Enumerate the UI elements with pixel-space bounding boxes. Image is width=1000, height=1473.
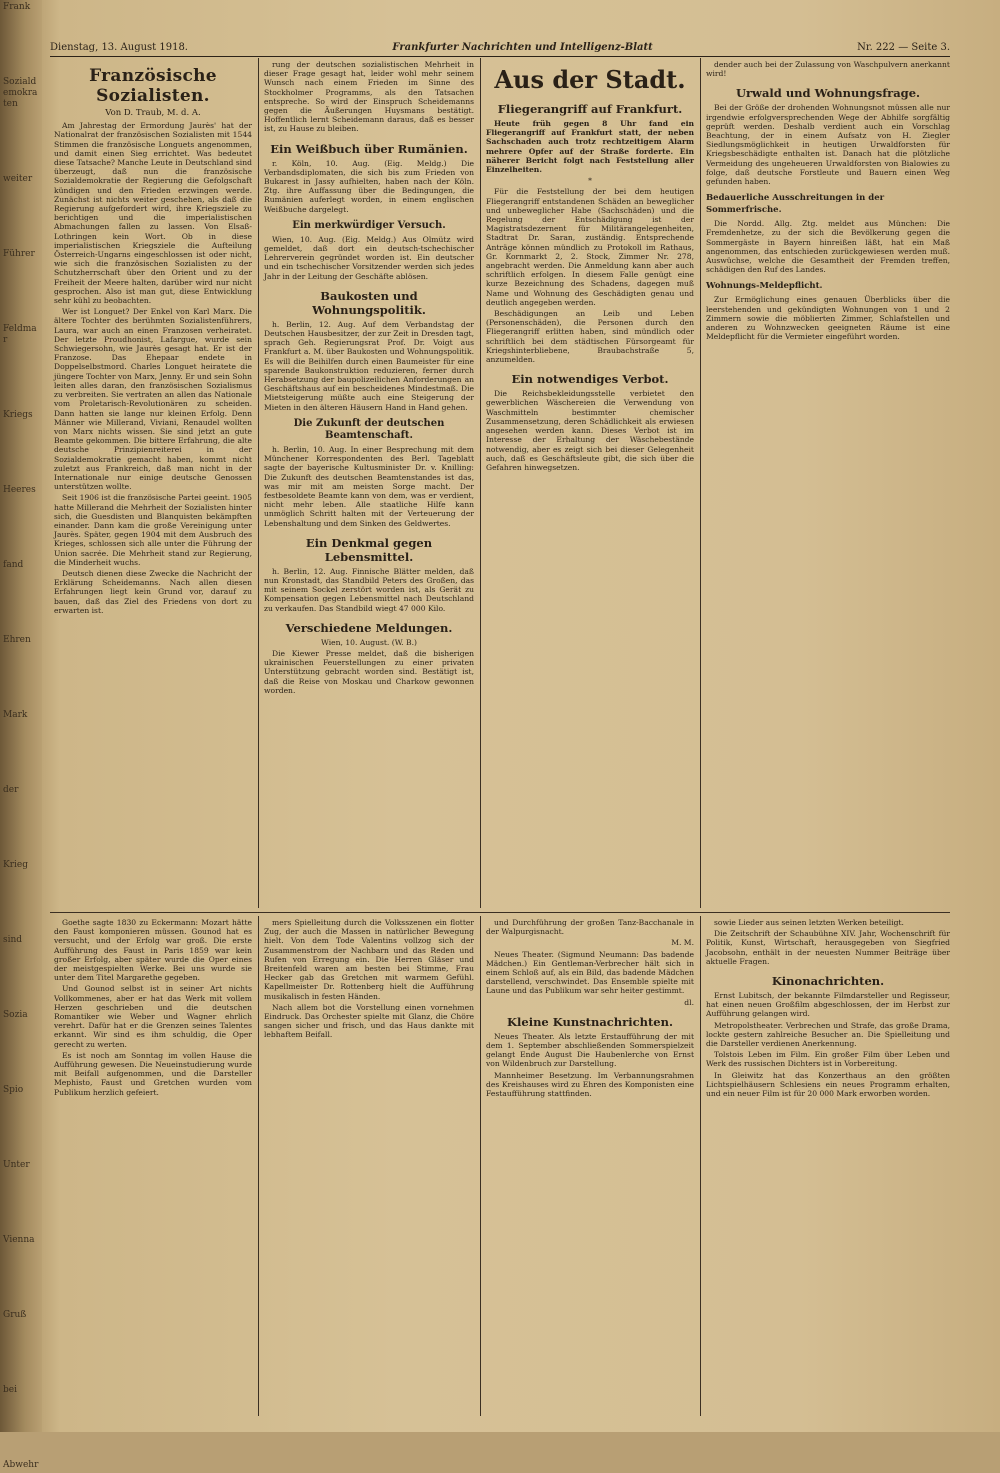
bottom-column-4: [706, 918, 950, 1408]
bottom-column-3: [486, 918, 694, 1408]
column-3: [486, 60, 694, 906]
bottom-column-2: [264, 918, 474, 1408]
section-title: Ein notwendiges Verbot.: [511, 372, 669, 387]
spine-fragment: Frank: [3, 2, 31, 12]
page-header: [50, 38, 950, 57]
article-paragraph: Zur Ermöglichung eines genauen Überblicks über die leerstehenden und gekündigten Wohnungen von 1 und 2 Zimmern sowie die möblierten Zimmer, Schlafstellen und anderen zu Wohnzwecken geeigneten Räume ist eine Meldepflicht für die Vermieter eingeführt worden.: [706, 295, 950, 342]
spine-fragment: Führer: [3, 249, 35, 259]
article-byline: Von D. Traub, M. d. A.: [105, 108, 201, 118]
article-paragraph: Die Nordd. Allg. Ztg. meldet aus München: Die Fremdenhetze, zu der sich die Bevölkerung gegen die Sommergäste in Bayern hinreißen läßt, hat ein Maß angenommen, das entschieden zurückgewiesen werden muß. Auswüchse, welche die Gesamtheit der Fremden treffen, schädigen den Ruf des Landes.: [706, 219, 950, 275]
spine-fragment: Sozia: [3, 1010, 28, 1020]
spine-fragment: Unter: [3, 1160, 30, 1170]
section-title: Ein Denkmal gegen Lebensmittel.: [305, 535, 433, 564]
article-paragraph: h. Berlin, 12. Aug. Auf dem Verbandstag der Deutschen Hausbesitzer, der zur Zeit in Dresden tagt, sprach Geh. Regierungsrat Prof. Dr. Voigt aus Frankfurt a. M. über Baukosten und Wohnungspolitik. Es will die Beihilfen durch einen Baumeister für eine sparende Baukonstruktion reduzieren, ferner durch Herabsetzung der baupolizeilichen Anforderungen an Geschäftshaus auf ein bescheidenes Mindestmaß. Die Mietsteigerung müßte auch eine Steigerung der Mieten in den älteren Häusern Hand in Hand gehen.: [264, 319, 474, 412]
dateline: Wien, 10. August. (W. B.): [321, 637, 417, 647]
column-rule: [700, 916, 701, 1416]
spine-fragment: Sozialdemokraten: [3, 77, 38, 109]
article-paragraph: Neues Theater. (Sigmund Neumann: Das badende Mädchen.) Ein Gentleman-Verbrecher hält sich in einem Schloß auf, als ein Bild, das badende Mädchen darstellend, verschwindet. Das Ensemble spielte mit Laune und das Publikum war sehr heiter gestimmt.: [486, 949, 694, 996]
article-title: Fliegerangriff auf Frankfurt.: [497, 102, 683, 116]
column-rule: [480, 58, 481, 908]
spine-fragment: sind: [3, 935, 23, 945]
article-paragraph: Für die Feststellung der bei dem heutigen Fliegerangriff entstandenen Schäden an beweglicher und unbeweglicher Habe (Sachschäden) und die Regelung der Entschädigung ist der Magistratsdezernent für Militärangelegenheiten, Stadtrat Dr. Saran, zuständig. Entsprechende Anträge können mündlich zu Protokoll im Rathaus, Gr. Kornmarkt 2, 2. Stock, Zimmer Nr. 278, angebracht werden. Die Anmeldung kann aber auch schriftlich erfolgen. In diesem Falle genügt eine kurze Bezeichnung des Schadens, dagegen muß Name und Wohnung des Geschädigten genau und deutlich angegeben werden.: [486, 187, 694, 307]
column-rule: [480, 916, 481, 1416]
article-paragraph: Bei der Größe der drohenden Wohnungsnot müssen alle nur irgendwie erfolgversprechenden Wege der Abhilfe sorgfältig geprüft werden. Deshalb verdient auch ein Vorschlag Beachtung, der in einem Aufsatz von H. Ziegler Siedlungsmöglichkeit in heutigen Urwaldforsten für Kriegsbeschädigte enthalten ist. Danach hat die plötzliche Vermeidung des ungeheueren Urwaldforsten von Bialowies zu folge, daß deutsche Forstleute und Bauern einen Weg gefunden haben.: [706, 103, 950, 187]
spine-fragment: Abwehr: [3, 1460, 39, 1470]
spine-fragment: Spio: [3, 1085, 24, 1095]
section-title: Baukosten und Wohnungspolitik.: [312, 288, 426, 317]
article-paragraph: Seit 1906 ist die französische Partei geeint. 1905 hatte Millerand die Mehrheit der Sozialisten hinter sich, die Guesdisten und Blanquisten bekämpften einander. Dann kam die große Vereinigung unter Jaurès. Später, gegen 1904 mit dem Ausbruch des Krieges, schlossen sich alle unter die Führung der Union sacrée. Die Mehrheit stand zur Regierung, die Minderheit wuchs.: [54, 493, 252, 567]
spine-fragment: weiter: [3, 174, 33, 184]
article-paragraph: Und Gounod selbst ist in seiner Art nichts Vollkommenes, aber er hat das Werk mit vollem Herzen geschrieben und die deutschen Romantiker wie Weber und Wagner ehrlich verehrt. Dafür hat er die Grenzen seines Talentes erkannt. Wir sind es ihm schuldig, die Oper gerecht zu werten.: [54, 984, 252, 1049]
section-title: Wohnungs-Meldepflicht.: [706, 281, 823, 292]
spine-fragment: Gruß: [3, 1310, 27, 1320]
article-paragraph: Goethe sagte 1830 zu Eckermann: Mozart hätte den Faust komponieren müssen. Gounod hat es versucht, und der Erfolg war groß. Die erste Aufführung des Faust in Paris 1859 war kein großer Erfolg, aber später wurde die Oper eines der meistgespielten Werke. Bei uns wurde sie unter dem Titel Margarethe gegeben.: [54, 918, 252, 983]
spine-fragment: Krieg: [3, 860, 28, 870]
section-rule: [50, 912, 950, 913]
section-title: Verschiedene Meldungen.: [285, 620, 453, 635]
article-paragraph: Die Kiewer Presse meldet, daß die bisherigen ukrainischen Feuerstellungen zu einer privaten Unterstützung gebracht worden sind. Bestätigt ist, daß die Reise von Moskau und Charkow gewonnen worden.: [264, 648, 474, 695]
article-paragraph: In Gleiwitz hat das Konzerthaus an den größten Lichtspielhäusern Schlesiens ein neues Programm erhalten, und ein neuer Film ist für 20 000 Mark erworben worden.: [706, 1070, 950, 1099]
article-paragraph: sowie Lieder aus seinen letzten Werken beteiligt.: [714, 918, 904, 927]
article-paragraph: Die Reichsbekleidungsstelle verbietet den gewerblichen Wäschereien die Verwendung von Waschmitteln bestimmter chemischer Zusammensetzung, deren Schädlichkeit als erwiesen angesehen werden kann. Dieses Verbot ist im Interesse der Erhaltung der Wäschebestände notwendig, aber es zeigt sich bei dieser Gelegenheit auch, daß es Geschäftsleute gibt, die sich über die Gefahren hinwegsetzen.: [486, 389, 694, 472]
spine-fragment: Feldmar: [3, 324, 37, 345]
article-paragraph: Neues Theater. Als letzte Erstaufführung der mit dem 1. September abschließenden Sommerspielzeit gelangt Ende August Die Haubenlerche von Ernst von Wildenbruch zur Darstellung.: [486, 1031, 694, 1069]
section-title: Ein merkwürdiger Versuch.: [292, 219, 446, 231]
previous-page-edge: [0, 0, 42, 1470]
article-title: Französische Sozialisten.: [89, 66, 217, 106]
section-title: Kinonachrichten.: [771, 974, 885, 989]
separator-star-icon: *: [588, 176, 592, 186]
spine-fragment: Kriegs: [3, 410, 33, 420]
column-2: [264, 60, 474, 906]
article-paragraph: Mannheimer Besetzung. Im Verbannungsrahmen des Kreishauses wird zu Ehren des Komponisten eine Festaufführung stattfinden.: [486, 1070, 694, 1099]
article-paragraph: Wer ist Longuet? Der Enkel von Karl Marx. Die ältere Tochter des berühmten Sozialistenführers, Laura, war auch an einen Franzosen verheiratet. Der letzte Proudhonist, Lafargue, wurde sein Schwiegersohn, wie Jaurès gesagt hat. Er ist der Franzose. Das Ehepaar endete in Doppelselbstmord. Charles Longuet heiratete die jüngere Tochter von Marx, Jenny. Er und sein Sohn leiten alles daran, den französischen Sozialismus zu verbreiten. Sie vertraten an allen das Nationale vom Proletarisch-Revolutionären zu scheiden. Dann hatten sie lange nur kleinen Erfolg. Denn Männer wie Millerand, Viviani, Renaudel wollten von Marx nichts wissen. Sie sind jetzt an gute Beamte gekommen. Die bittere Erfahrung, die alte deutsche Prinzipienreiterei in der Sozialdemokratie gemacht haben, kommt nicht zuletzt aus Frankreich, daß man nicht in der Internationale nur einige deutsche Genossen unterstützen wollte.: [54, 307, 252, 492]
header-date: Dienstag, 13. August 1918.: [50, 41, 188, 53]
section-title: Bedauerliche Ausschreitungen in der Sommerfrische.: [706, 193, 885, 216]
article-paragraph: rung der deutschen sozialistischen Mehrheit in dieser Frage gesagt hat, leider wohl mehr seinem Wunsch nach einem Frieden im Sinne des Stockholmer Programms, als den Tatsachen entspreche. So wird der Einspruch Scheidemanns gegen die Äußerungen Huysmans bestätigt. Hoffentlich lernt Scheidemann daraus, daß es besser ist, zu Hause zu bleiben.: [264, 60, 474, 134]
spine-fragment: fand: [3, 560, 24, 570]
section-title: Kleine Kunstnachrichten.: [507, 1014, 673, 1029]
article-paragraph: Ernst Lubitsch, der bekannte Filmdarsteller und Regisseur, hat einen neuen Großfilm abgeschlossen, der im Herbst zur Aufführung gelangen wird.: [706, 991, 950, 1019]
article-paragraph: Metropolstheater. Verbrechen und Strafe, das große Drama, lockte gestern zahlreiche Besucher an. Die Spielleitung und die Darsteller verdienen Anerkennung.: [706, 1020, 950, 1049]
article-paragraph: Nach allem bot die Vorstellung einen vornehmen Eindruck. Das Orchester spielte mit Glanz, die Chöre sangen sicher und frisch, und das Haus dankte mit lebhaftem Beifall.: [264, 1002, 474, 1040]
column-4: [706, 60, 950, 906]
section-title: Ein Weißbuch über Rumänien.: [270, 141, 468, 156]
spine-fragment: Ehren: [3, 635, 31, 645]
article-paragraph: und Durchführung der großen Tanz-Bacchanale in der Walpurgisnacht.: [486, 918, 694, 937]
section-title: Urwald und Wohnungsfrage.: [735, 86, 921, 101]
section-headline: Aus der Stadt.: [494, 65, 686, 94]
article-lead: Heute früh gegen 8 Uhr fand ein Fliegerangriff auf Frankfurt statt, der neben Sachschaden auch trotz rechtzeitigem Alarm mehrere Opfer auf der Straße forderte. Ein näherer Bericht folgt nach Feststellung aller Einzelheiten.: [486, 119, 694, 175]
column-1: [54, 60, 252, 906]
article-paragraph: Deutsch dienen diese Zwecke die Nachricht der Erklärung Scheidemanns. Nach allen diesen Erfahrungen liegt kein Grund vor, darauf zu bauen, daß das Ziel des Friedens von dort zu erwarten ist.: [54, 568, 252, 615]
signature: dl.: [684, 997, 694, 1007]
section-title: Die Zukunft der deutschen Beamtenschaft.: [293, 417, 445, 441]
spine-fragment: der: [3, 785, 19, 795]
article-paragraph: Wien, 10. Aug. (Eig. Meldg.) Aus Olmütz wird gemeldet, daß dort ein deutsch-tschechischer Lehrerverein gegründet worden ist. Ein deutscher und ein tschechischer Vorsitzender werden sich jedes Jahr in der Leitung der Geschäfte ablösen.: [264, 234, 474, 281]
column-rule: [700, 58, 701, 908]
article-paragraph: h. Berlin, 12. Aug. Finnische Blätter melden, daß nun Kronstadt, das Standbild Peters des Großen, das mit seinem Sockel zerstört worden ist, als Gerät zu Kompensation gegen Lebensmittel nach Deutschland zu verkaufen. Das Standbild wiegt 47 000 Kilo.: [264, 566, 474, 613]
spine-fragment: bei: [3, 1385, 17, 1395]
column-rule: [258, 916, 259, 1416]
article-paragraph: h. Berlin, 10. Aug. In einer Besprechung mit dem Münchener Korrespondenten des Berl. Tageblatt sagte der bayerische Kultusminister Dr. v. Knilling: Die Zukunft des deutschen Beamtenstandes ist das, was mir mit am meisten Sorge macht. Der festbesoldete Beamte kann von dem, was er verdient, nicht mehr leben. Alle staatliche Hilfe kann unmöglich Schritt halten mit der Verteuerung der Lebenshaltung und dem Sinken des Geldwertes.: [264, 444, 474, 528]
spine-fragment: Heeres: [3, 485, 36, 495]
article-paragraph: Beschädigungen an Leib und Leben (Personenschäden), die Personen durch den Fliegerangriff erlitten haben, sind mündlich oder schriftlich bei dem städtischen Fürsorgeamt für Kriegshinterbliebene, Braubachstraße 5, anzumelden.: [486, 309, 694, 365]
article-paragraph: Es ist noch am Sonntag im vollen Hause die Aufführung gewesen. Die Neueinstudierung wurde mit Beifall aufgenommen, und die Darsteller Mephisto, Faust und Gretchen wurden vom Publikum herzlich gefeiert.: [54, 1050, 252, 1097]
signature: M. M.: [671, 938, 694, 948]
header-page-number: Nr. 222 — Seite 3.: [857, 41, 950, 53]
column-rule: [258, 58, 259, 908]
article-paragraph: Am Jahrestag der Ermordung Jaurès' hat der Nationalrat der französischen Sozialisten mit 1544 Stimmen die französische Longuets angenommen, und damit einen Sieg errichtet. Was bedeutet diese Tatsache? Manche Leute in Deutschland sind überzeugt, daß nun die französische Sozialdemokratie der Regierung die Gefolgschaft kündigen und den Frieden erzwingen werde. Zunächst ist nichts weiter geschehen, als daß die Regierung aufgefordert wird, ihre Kriegsziele zu berichtigen und die imperialistischen Abmachungen fallen zu lassen. Von Elsaß-Lothringen kein Wort. Ob in diese imperialistischen Kriegsziele die Aufteilung Österreich-Ungarns eingeschlossen ist oder nicht, wie sich die französischen Sozialisten zu der Schutzherrschaft über den Orient und zu der Freiheit der Meere halten, darüber wird nur nicht gesprochen. Also ist man gut, diese Entwicklung sehr kühl zu beobachten.: [54, 121, 252, 306]
article-paragraph: Die Zeitschrift der Schaubühne XIV. Jahr, Wochenschrift für Politik, Kunst, Wirtschaft, herausgegeben von Siegfried Jacobsohn, enthält in der neuesten Nummer Beiträge über aktuelle Fragen.: [706, 929, 950, 966]
article-paragraph: dender auch bei der Zulassung von Waschpulvern anerkannt wird!: [706, 60, 950, 79]
article-paragraph: r. Köln, 10. Aug. (Eig. Meldg.) Die Verbandsdiplomaten, die sich bis zum Frieden von Bukarest in Jassy aufhielten, haben nach der Köln. Ztg. ihre Auffassung über die Bedingungen, die Rumänien auferlegt worden, in einem englischen Weißbuche dargelegt.: [264, 158, 474, 214]
article-paragraph: mers Spielleitung durch die Volksszenen ein flotter Zug, der auch die Massen in natürlicher Bewegung hielt. Von dem Tode Valentins vollzog sich der Zusammenstrom der Nachbarn und das Reden und Rufen von Erregung ein. Die Herren Gläser und Breitenfeld waren am besten bei Stimme, Frau Hecker gab das Gretchen mit warmem Gefühl. Kapellmeister Dr. Rottenberg hielt die Aufführung musikalisch in festen Händen.: [264, 918, 474, 1001]
header-masthead: Frankfurter Nachrichten und Intelligenz-Blatt: [392, 41, 653, 53]
spine-fragment: Mark: [3, 710, 28, 720]
article-paragraph: Tolstois Leben im Film. Ein großer Film über Leben und Werk des russischen Dichters ist in Vorbereitung.: [706, 1050, 950, 1069]
bottom-column-1: [54, 918, 252, 1408]
spine-fragment: Vienna: [3, 1235, 35, 1245]
